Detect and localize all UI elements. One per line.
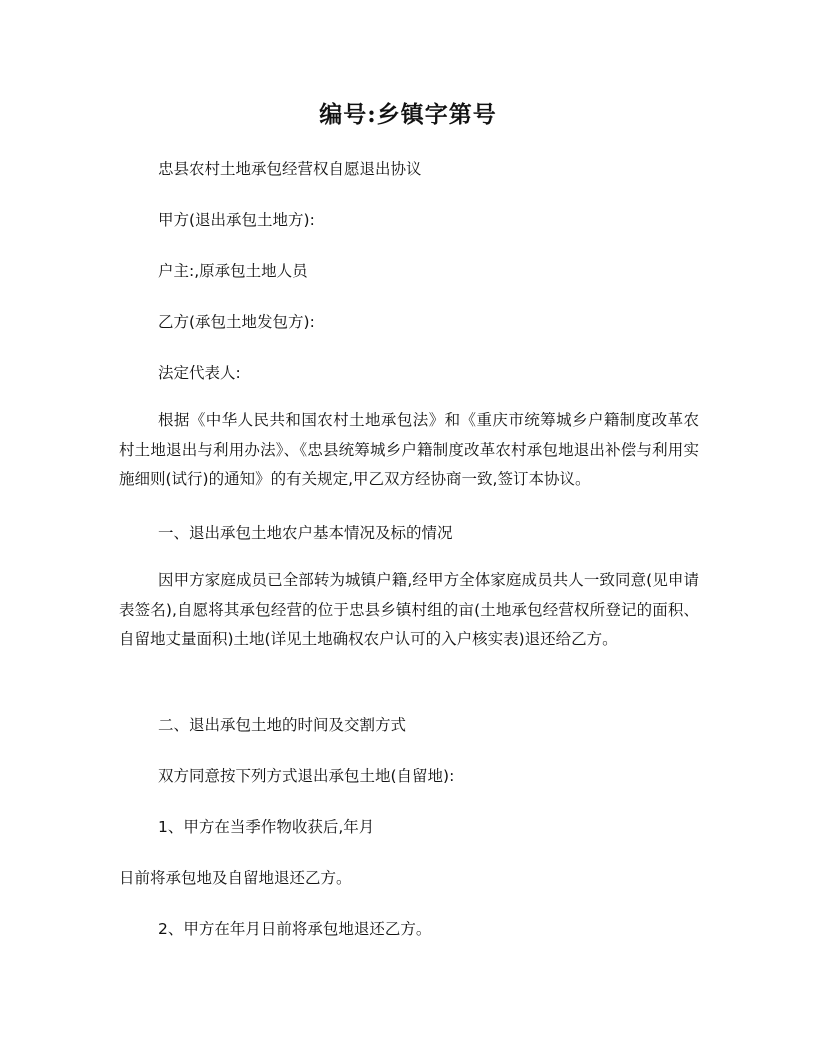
document-number-title: 编号:乡镇字第号 bbox=[319, 101, 497, 128]
section-1-heading: 一、退出承包土地农户基本情况及标的情况 bbox=[158, 524, 453, 542]
household-head-line: 户主:,原承包土地人员 bbox=[158, 262, 308, 280]
item-1-line: 1、甲方在当季作物收获后,年月 bbox=[158, 818, 375, 836]
agreement-title: 忠县农村土地承包经营权自愿退出协议 bbox=[158, 160, 422, 178]
section-2-intro: 双方同意按下列方式退出承包土地(自留地): bbox=[158, 767, 455, 785]
item-2-line: 2、甲方在年月日前将承包地退还乙方。 bbox=[158, 920, 432, 938]
party-b-line: 乙方(承包土地发包方): bbox=[158, 313, 315, 331]
item-1-continuation: 日前将承包地及自留地退还乙方。 bbox=[119, 869, 352, 887]
section-1-body: 因甲方家庭成员已全部转为城镇户籍,经甲方全体家庭成员共人一致同意(见申请表签名),自愿将其承包经营的位于忠县乡镇村组的亩(土地承包经营权所登记的面积、自留地丈量面积)土地(详见土地确权农户认可的入户核实表)退还给乙方。 bbox=[119, 571, 699, 648]
party-a-line: 甲方(退出承包土地方): bbox=[158, 211, 315, 229]
section-2-heading: 二、退出承包土地的时间及交割方式 bbox=[158, 716, 407, 734]
preamble-paragraph: 根据《中华人民共和国农村土地承包法》和《重庆市统筹城乡户籍制度改革农村土地退出与利用办法》、《忠县统筹城乡户籍制度改革农村承包地退出补偿与利用实施细则(试行)的通知》的有关规定,甲乙双方经协商一致,签订本协议。 bbox=[119, 411, 699, 488]
legal-representative-line: 法定代表人: bbox=[158, 364, 241, 382]
